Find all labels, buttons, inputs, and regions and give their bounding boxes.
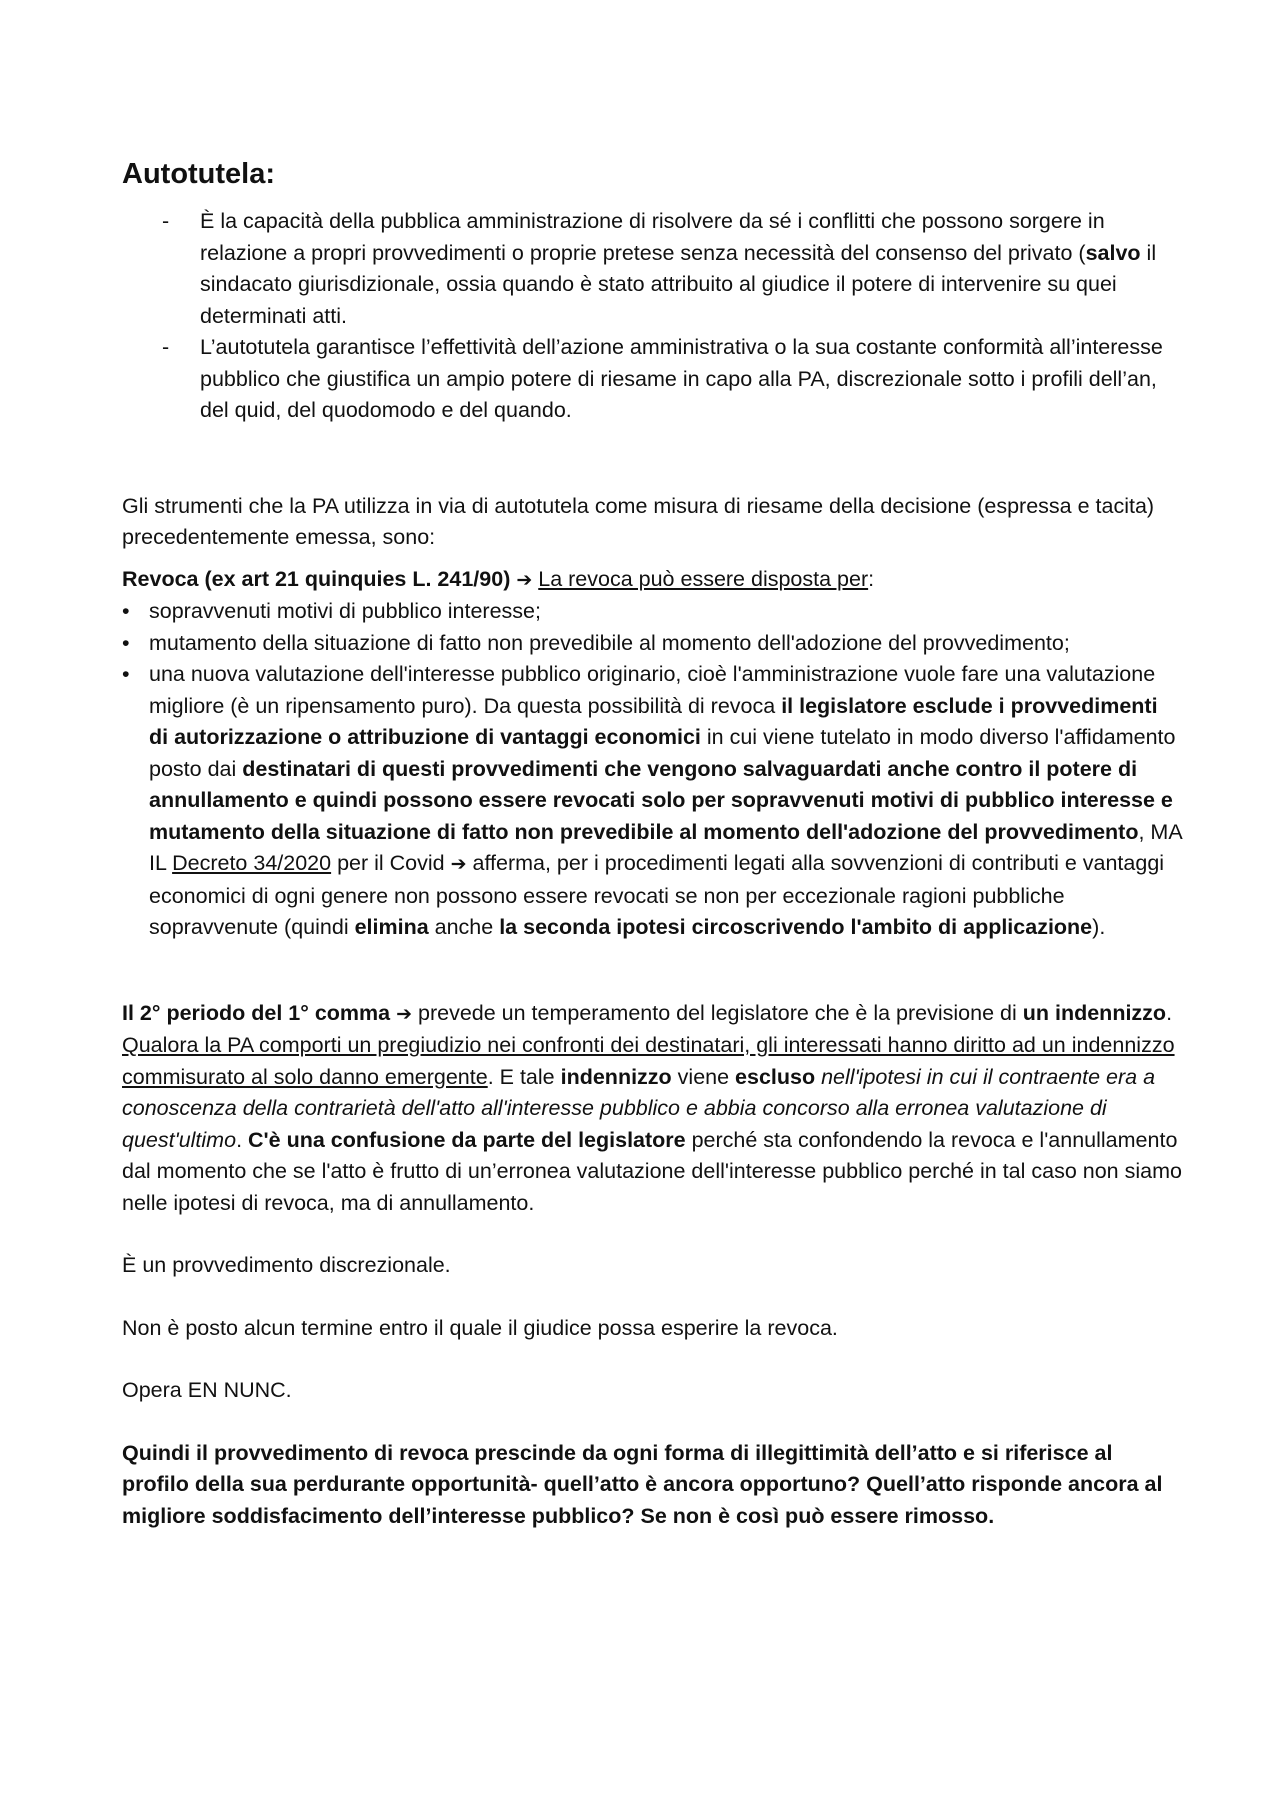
list-item: - È la capacità della pubblica amministrazione di risolvere da sé i conflitti che possono sorgere in relazione a propri provvedimenti o proprie pretese senza necessità del consenso del privato (salvo il sindacato giurisdizionale, ossia quando è stato attribuito al giudice il potere di intervenire su quei determinati atti. bbox=[122, 206, 1182, 332]
revoca-list bbox=[122, 596, 1182, 944]
list-item: • mutamento della situazione di fatto non prevedibile al momento dell'adozione del provvedimento; bbox=[122, 628, 1182, 660]
decree-link: Decreto 34/2020 bbox=[172, 851, 332, 875]
list-item: - L’autotutela garantisce l’effettività dell’azione amministrativa o la sua costante conformità all’interesse pubblico che giustifica un ampio potere di riesame in capo alla PA, discrezionale sotto i profili dell’an, del quid, del quodomodo e del quando. bbox=[122, 332, 1182, 427]
page-title: Autotutela: bbox=[122, 158, 276, 190]
intro-list bbox=[122, 206, 1182, 427]
arrow-right-icon: ➔ bbox=[516, 568, 533, 591]
arrow-right-icon: ➔ bbox=[450, 853, 467, 875]
list-item: • sopravvenuti motivi di pubblico interesse; bbox=[122, 596, 1182, 628]
statement-no-term: Non è posto alcun termine entro il quale il giudice possa esperire la revoca. bbox=[122, 1315, 838, 1340]
second-period-paragraph: Il 2° periodo del 1° comma ➔ prevede un temperamento del legislatore che è la previsione di un indennizzo. Qualora la PA comporti un pregiudizio nei confronti dei destinatari, gli interessati hanno diritto ad un indennizzo commisurato al solo danno emergente. E tale indennizzo viene escluso nell'ipotesi in cui il contraente era a conoscenza della contrarietà dell'atto all'interesse pubblico e abbia concorso alla erronea valutazione di quest'ultimo. C'è una confusione da parte del legislatore perché sta confondendo la revoca e l'annullamento dal momento che se l'atto è frutto di un’erronea valutazione dell'interesse pubblico perché in tal caso non siamo nelle ipotesi di revoca, ma di annullamento. bbox=[122, 1000, 1182, 1215]
document-page bbox=[122, 156, 1182, 1532]
tools-intro: Gli strumenti che la PA utilizza in via di autotutela come misura di riesame della decisione (espressa e tacita) precedentemente emessa, sono: bbox=[122, 493, 1155, 549]
statement-ex-nunc: Opera EN NUNC. bbox=[122, 1378, 292, 1402]
statement-discretionary: È un provvedimento discrezionale. bbox=[122, 1253, 451, 1277]
arrow-right-icon: ➔ bbox=[396, 1002, 413, 1025]
list-item: • una nuova valutazione dell'interesse pubblico originario, cioè l'amministrazione vuole fare una valutazione migliore (è un ripensamento puro). Da questa possibilità di revoca il legislatore esclude i provvedimenti di autorizzazione o attribuzione di vantaggi economici in cui viene tutelato in modo diverso l'affidamento posto dai destinatari di questi provvedimenti che vengono salvaguardati anche contro il potere di annullamento e quindi possono essere revocati solo per sopravvenuti motivi di pubblico interesse e mutamento della situazione di fatto non prevedibile al momento dell'adozione del provvedimento, MA IL Decreto 34/2020 per il Covid ➔ afferma, per i procedimenti legati alla sovvenzioni di contributi e vantaggi economici di ogni genere non possono essere revocati se non per eccezionale ragioni pubbliche sopravvenute (quindi elimina anche la seconda ipotesi circoscrivendo l'ambito di applicazione). bbox=[122, 659, 1182, 944]
revoca-heading: Revoca (ex art 21 quinquies L. 241/90) ➔ La revoca può essere disposta per: bbox=[122, 566, 875, 591]
conclusion-paragraph: Quindi il provvedimento di revoca prescinde da ogni forma di illegittimità dell’atto e si riferisce al profilo della sua perdurante opportunità- quell’atto è ancora opportuno? Quell’atto risponde ancora al migliore soddisfacimento dell’interesse pubblico? Se non è così può essere rimosso. bbox=[122, 1440, 1163, 1528]
